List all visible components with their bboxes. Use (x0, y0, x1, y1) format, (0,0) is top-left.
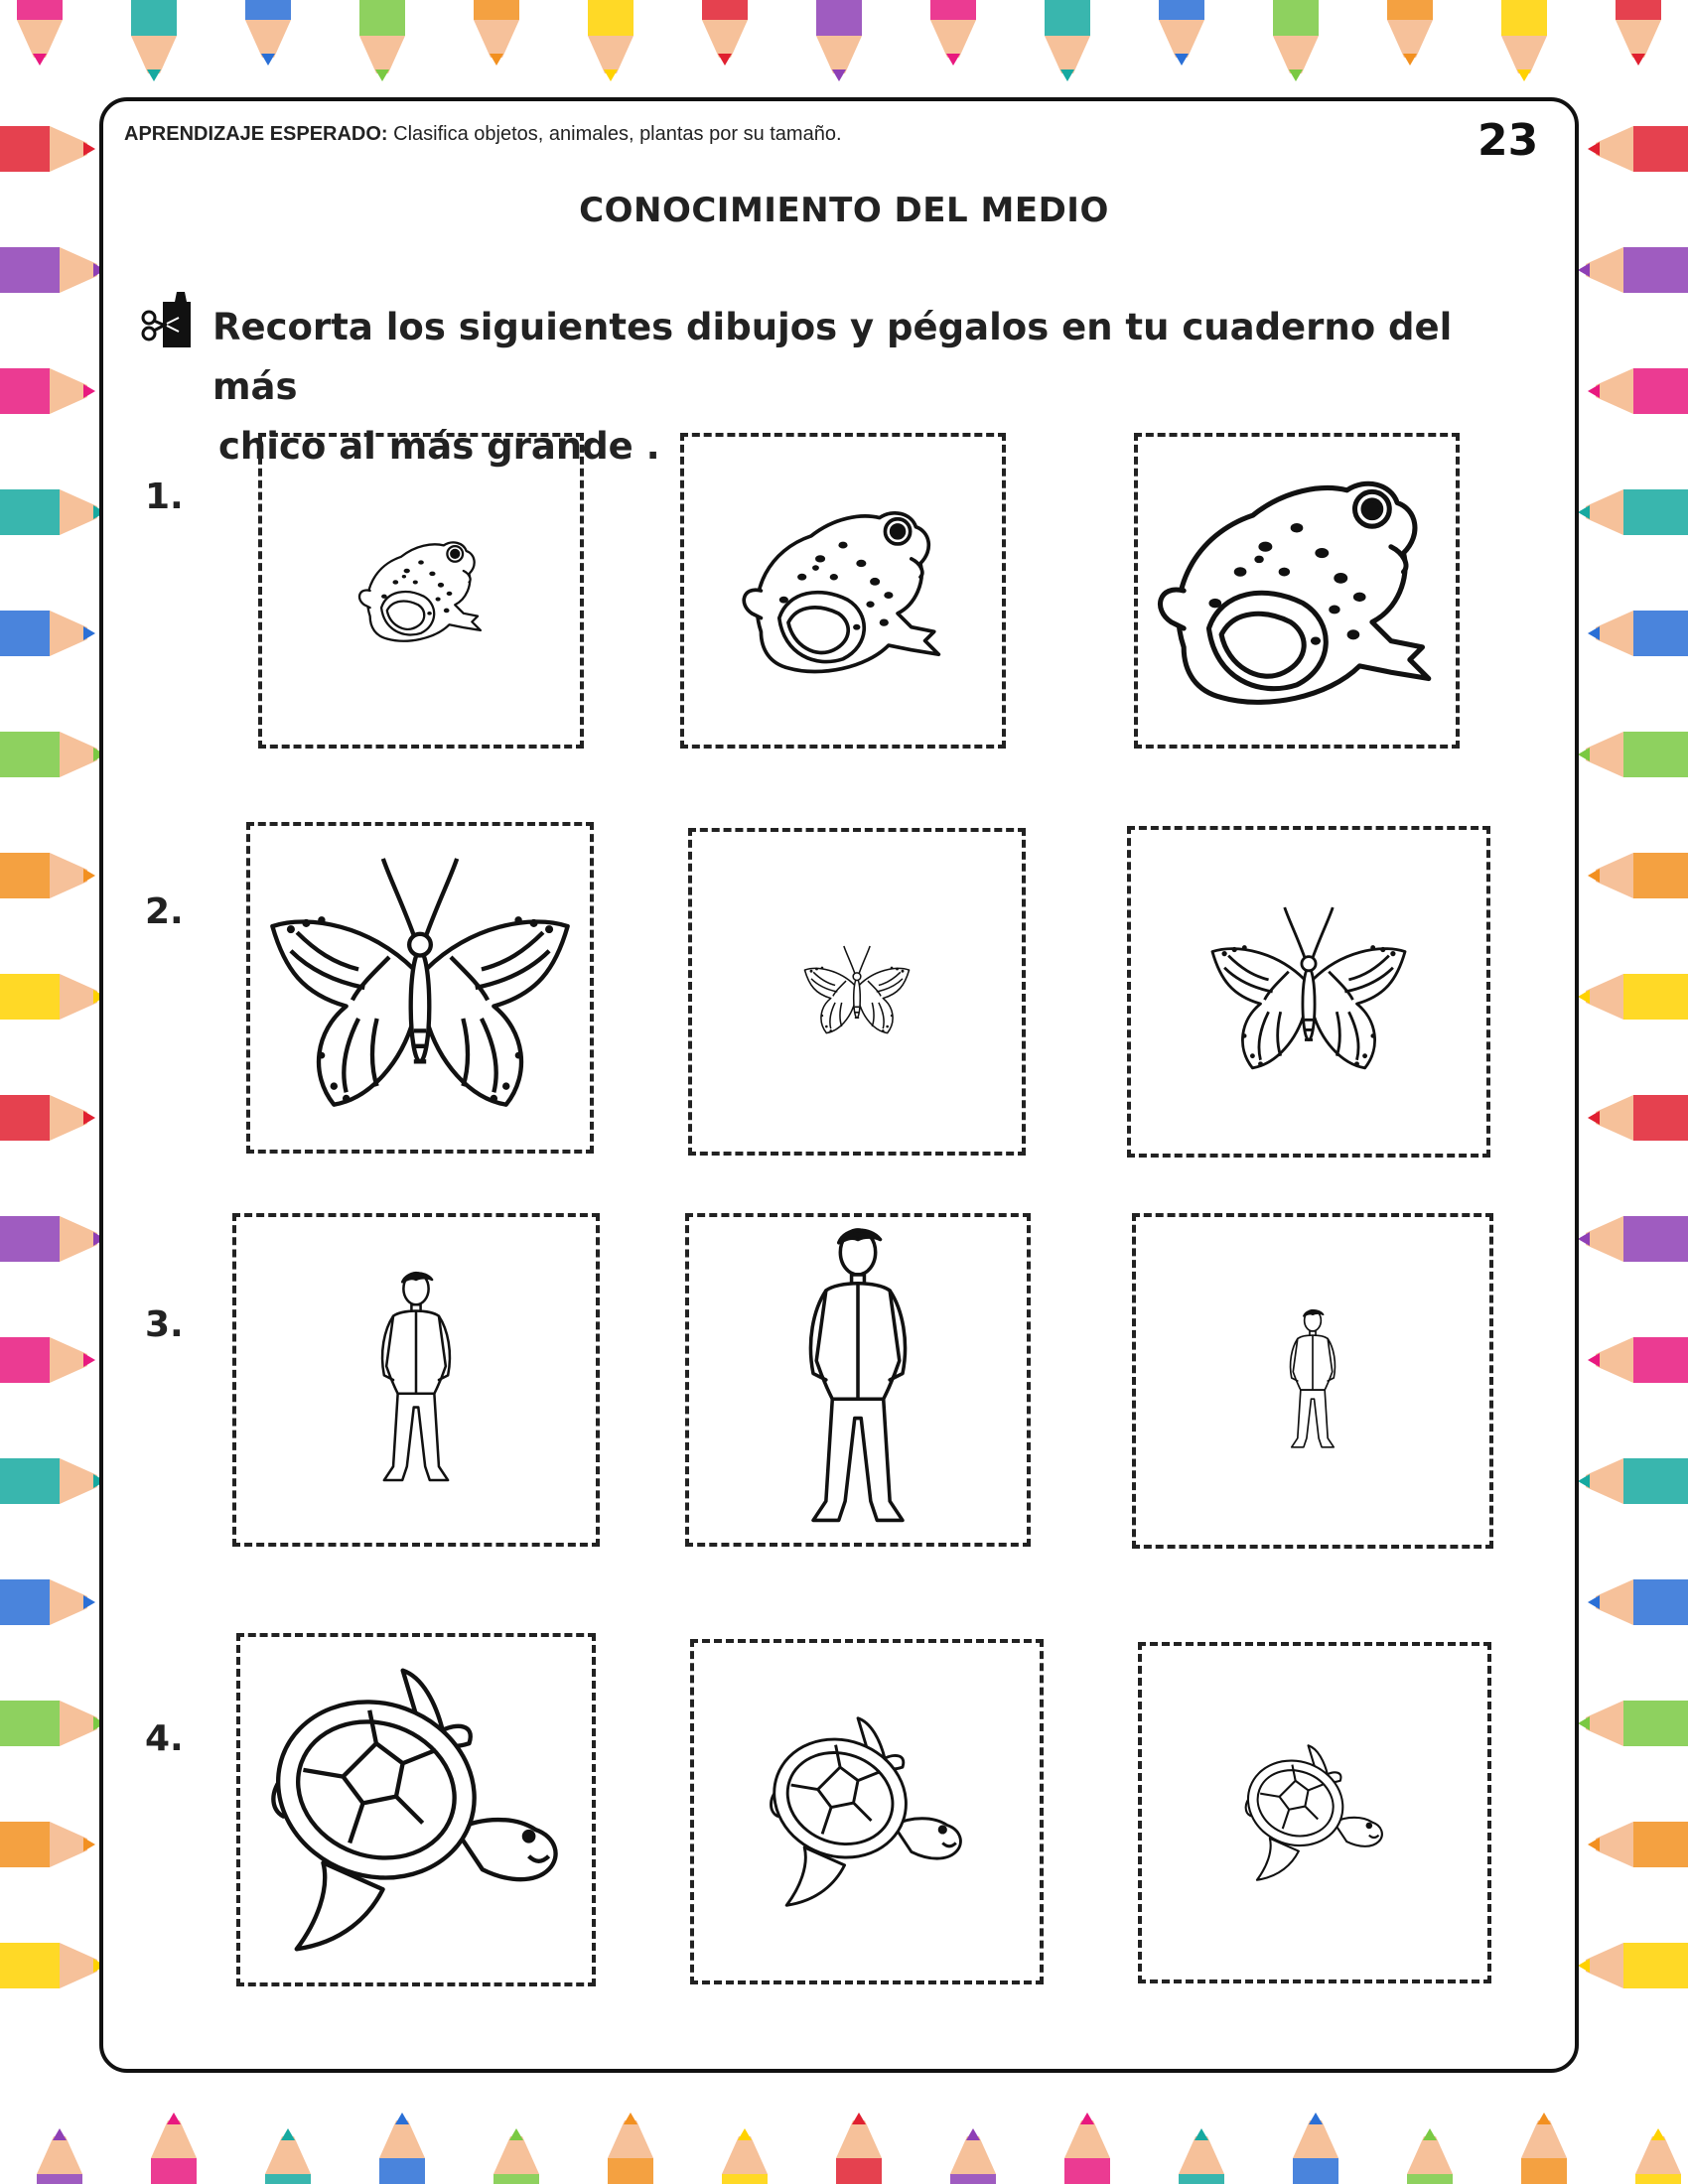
butterfly-illustration (1131, 830, 1486, 1154)
pencil-decoration (1578, 1458, 1688, 1504)
pencil-decoration (1387, 0, 1433, 66)
pencil-decoration (474, 0, 519, 66)
pencil-decoration (1159, 0, 1204, 66)
pencil-decoration (950, 2128, 996, 2184)
pencil-decoration (1578, 974, 1688, 1020)
pencil-decoration (1578, 1943, 1688, 1988)
frog-illustration (1138, 437, 1456, 745)
turtle-illustration (1142, 1646, 1487, 1979)
subject-title: CONOCIMIENTO DEL MEDIO (579, 191, 1109, 230)
pencil-decoration (0, 732, 105, 777)
row-number-4: 4. (145, 1718, 184, 1759)
frog-illustration (262, 437, 580, 745)
cutout-turtle-large[interactable] (236, 1633, 596, 1986)
pencil-decoration (0, 853, 95, 898)
pencil-decoration (359, 0, 405, 81)
man-illustration (1136, 1217, 1489, 1545)
learning-objective-label: APRENDIZAJE ESPERADO: (124, 123, 388, 145)
cutout-man-medium[interactable] (232, 1213, 600, 1547)
pencil-decoration (1588, 1822, 1688, 1867)
cutout-turtle-medium[interactable] (690, 1639, 1044, 1984)
cutout-butterfly-small[interactable] (688, 828, 1026, 1156)
cutout-butterfly-medium[interactable] (1127, 826, 1490, 1158)
pencil-decoration (1588, 853, 1688, 898)
cutout-frog-small[interactable] (258, 433, 584, 749)
pencil-decoration (836, 2113, 882, 2184)
row-number-3: 3. (145, 1304, 184, 1345)
pencil-decoration (1635, 2128, 1681, 2184)
pencil-decoration (0, 1095, 95, 1141)
cutout-turtle-small[interactable] (1138, 1642, 1491, 1983)
pencil-decoration (0, 1216, 105, 1262)
pencil-decoration (1064, 2113, 1110, 2184)
row-number-2: 2. (145, 891, 184, 932)
pencil-decoration (1588, 368, 1688, 414)
pencil-decoration (151, 2113, 197, 2184)
man-illustration (236, 1217, 596, 1543)
pencil-decoration (0, 1458, 105, 1504)
pencil-decoration (0, 368, 95, 414)
scissors-glue-icon (139, 288, 203, 351)
butterfly-illustration (692, 832, 1022, 1152)
pencil-decoration (0, 247, 105, 293)
pencil-decoration (493, 2128, 539, 2184)
cutout-frog-medium[interactable] (680, 433, 1006, 749)
pencil-decoration (588, 0, 633, 81)
pencil-decoration (0, 1822, 95, 1867)
pencil-decoration (0, 1337, 95, 1383)
pencil-decoration (0, 611, 95, 656)
pencil-decoration (379, 2113, 425, 2184)
pencil-decoration (1578, 732, 1688, 777)
pencil-decoration (722, 2128, 768, 2184)
pencil-decoration (17, 0, 63, 66)
pencil-decoration (0, 489, 105, 535)
pencil-decoration (1588, 126, 1688, 172)
pencil-decoration (816, 0, 862, 81)
pencil-decoration (1578, 247, 1688, 293)
pencil-decoration (0, 1579, 95, 1625)
pencil-decoration (1407, 2128, 1453, 2184)
pencil-decoration (930, 0, 976, 66)
cutout-man-small[interactable] (1132, 1213, 1493, 1549)
pencil-decoration (1521, 2113, 1567, 2184)
pencil-decoration (1588, 1579, 1688, 1625)
page-number: 23 (1477, 115, 1539, 166)
pencil-decoration (1293, 2113, 1338, 2184)
turtle-illustration (694, 1643, 1040, 1980)
pencil-decoration (0, 126, 95, 172)
row-number-1: 1. (145, 477, 184, 517)
pencil-decoration (0, 974, 105, 1020)
pencil-decoration (1179, 2128, 1224, 2184)
frog-illustration (684, 437, 1002, 745)
butterfly-illustration (250, 826, 590, 1150)
pencil-decoration (1588, 611, 1688, 656)
pencil-decoration (265, 2128, 311, 2184)
pencil-decoration (608, 2113, 653, 2184)
pencil-decoration (1578, 1216, 1688, 1262)
pencil-decoration (0, 1943, 105, 1988)
cutout-butterfly-large[interactable] (246, 822, 594, 1154)
learning-objective (124, 123, 842, 146)
cutout-frog-large[interactable] (1134, 433, 1460, 749)
pencil-decoration (1273, 0, 1319, 81)
pencil-decoration (1045, 0, 1090, 81)
cutout-man-large[interactable] (685, 1213, 1031, 1547)
pencil-decoration (1588, 1337, 1688, 1383)
pencil-decoration (1501, 0, 1547, 81)
pencil-decoration (0, 1701, 105, 1746)
instruction-line-1: Recorta los siguientes dibujos y pégalos en tu cuaderno del más (212, 306, 1453, 408)
pencil-decoration (1588, 1095, 1688, 1141)
pencil-decoration (1578, 1701, 1688, 1746)
man-illustration (689, 1217, 1027, 1543)
learning-objective-text: Clasifica objetos, animales, plantas por su tamaño. (393, 123, 842, 145)
pencil-decoration (702, 0, 748, 66)
pencil-decoration (245, 0, 291, 66)
instruction-line-2: chico al más grande . (218, 425, 660, 468)
pencil-decoration (131, 0, 177, 81)
pencil-decoration (1578, 489, 1688, 535)
turtle-illustration (240, 1637, 592, 1982)
pencil-decoration (1616, 0, 1661, 66)
pencil-decoration (37, 2128, 82, 2184)
